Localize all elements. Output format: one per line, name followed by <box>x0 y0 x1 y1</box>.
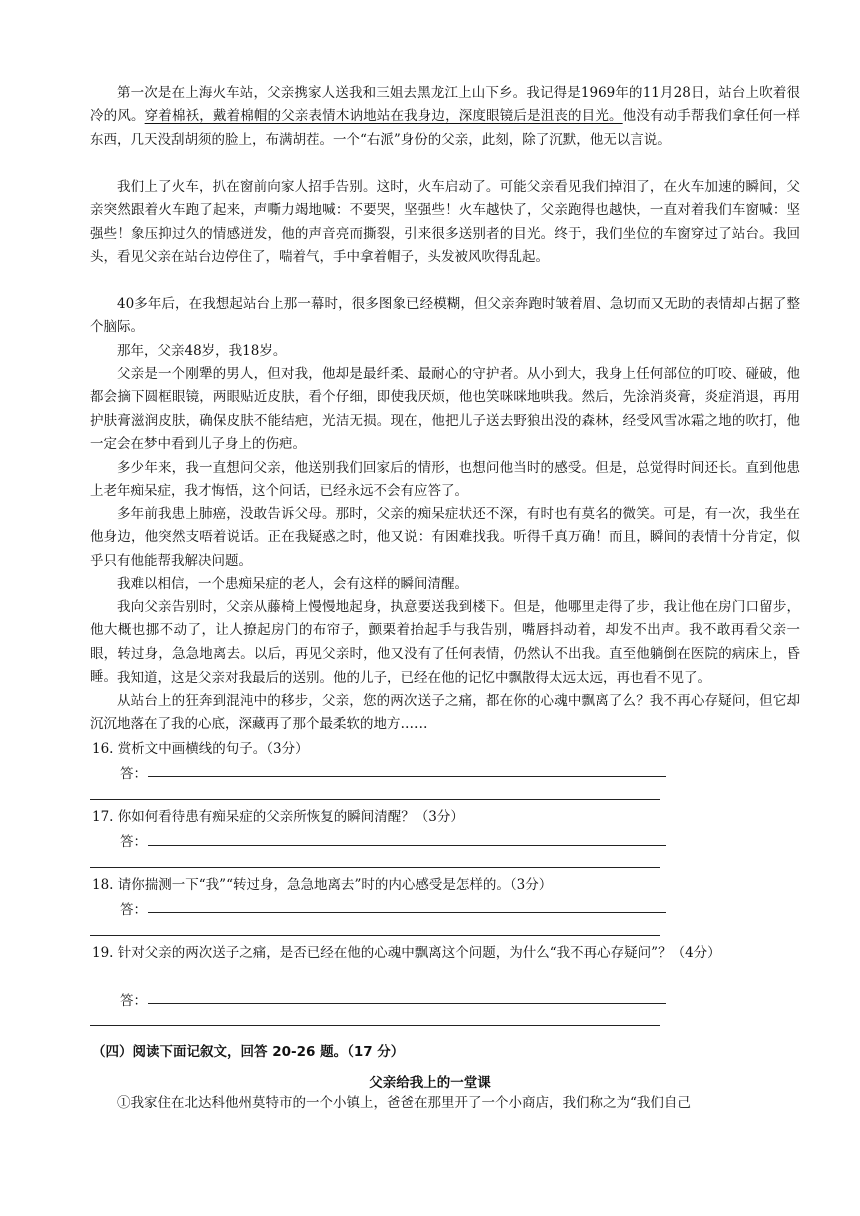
answer-label-17: 答： <box>120 834 147 850</box>
paragraph-6: 多少年来，我一直想问父亲，他送别我们回家后的情形，也想问他当时的感受。但是，总觉得时间还长。直到他患上老年痴呆症，我才悔悟，这个问话，已经永远不会有应答了。 <box>90 460 800 500</box>
answer-label-19: 答： <box>120 993 147 1009</box>
paragraph-8: 我难以相信，一个患痴呆症的老人，会有这样的瞬间清醒。 <box>117 576 468 592</box>
paragraph-1-end: 他没有动手帮我们拿任何一样东西，几天没刮胡须的脸上，布满胡茬。一个“右派”身份的父亲，此刻，除了沉默，他无以言说。 <box>90 108 801 148</box>
question-18: 18. 请你揣测一下“我”“转过身，急急地离去”时的内心感受是怎样的。（3分） <box>92 877 553 893</box>
paragraph-1-start: 第一次是在上海火车站，父亲携家人送我和三姐去黑龙江上山下乡。我记得是1969年的11月28日，站台上吹着很冷的风。 <box>90 85 800 125</box>
answer-line-18a[interactable] <box>148 912 666 913</box>
answer-line-16a[interactable] <box>148 776 666 777</box>
paragraph-10: 我知道，这是父亲对我最后的送别。他的儿子，已经在他的记忆中飘散得太远太远，再也看不见了。 <box>117 670 711 686</box>
answer-label-18: 答： <box>120 902 147 918</box>
question-19: 19. 针对父亲的两次送子之痛，是否已经在他的心魂中飘离这个问题，为什么“我不再心存疑问”？（4分） <box>92 945 721 961</box>
answer-line-19a[interactable] <box>148 1003 666 1004</box>
paragraph-1 <box>90 82 800 152</box>
section-4-heading: （四）阅读下面记叙文，回答 20-26 题。（17 分） <box>92 1044 405 1060</box>
paragraph-3: 40多年后，在我想起站台上那一幕时，很多图象已经模糊，但父亲奔跑时皱着眉、急切而又无助的表情却占据了整个脑际。 <box>90 296 800 336</box>
underlined-sentence: 穿着棉袄，戴着棉帽的父亲表情木讷地站在我身边，深度眼镜后是沮丧的目光。 <box>144 108 623 125</box>
paragraph-7: 多年前我患上肺癌，没敢告诉父母。那时，父亲的痴呆症状还不深，有时也有莫名的微笑。可是，有一次，我坐在他身边，他突然支唔着说话。正在我疑惑之时，他又说：有困难找我。听得千真万确！而且，瞬间的表情十分肯定，似乎只有他能帮我解决问题。 <box>90 506 800 569</box>
question-17: 17. 你如何看待患有痴呆症的父亲所恢复的瞬间清醒？（3分） <box>92 809 464 825</box>
answer-line-17b[interactable] <box>90 867 660 868</box>
answer-line-17a[interactable] <box>148 845 666 846</box>
paragraph-11: 从站台上的狂奔到混沌中的移步，父亲，您的两次送子之痛，都在你的心魂中飘离了么？我不再心存疑问，但它却沉沉地落在了我的心底，深藏再了那个最柔软的地方…… <box>90 693 800 733</box>
answer-line-16b[interactable] <box>90 799 660 800</box>
paragraph-5: 父亲是一个刚犟的男人，但对我，他却是最纤柔、最耐心的守护者。从小到大，我身上任何部位的叮咬、碰破，他都会摘下圆框眼镜，两眼贴近皮肤，看个仔细，即使我厌烦，他也笑咪咪地哄我。然后，先涂消炎膏，炎症消退，再用护肤膏滋润皮肤，确保皮肤不能结疤，光洁无损。现在，他把儿子送去野狼出没的森林，经受风雪冰霜之地的吹打，他一定会在梦中看到儿子身上的伤疤。 <box>90 366 800 453</box>
paragraph-9: 我向父亲告别时，父亲从藤椅上慢慢地起身，执意要送我到楼下。但是，他哪里走得了步，我让他在房门口留步，他大概也挪不动了，让人撩起房门的布帘子，颤栗着抬起手与我告别，嘴唇抖动着，却发不出声。我不敢再看父亲一眼，转过身，急急地离去。以后，再见父亲时，他又没有了任何表情，仍然认不出我。直至他躺倒在医院的病床上，昏睡。 <box>90 599 800 686</box>
paragraph-2: 我们上了火车，扒在窗前向家人招手告别。这时，火车启动了。可能父亲看见我们掉泪了，在火车加速的瞬间，父亲突然跟着火车跑了起来，声嘶力竭地喊：不要哭，坚强些！火车越快了，父亲跑得也越快，一直对着我们车窗喊：坚强些！象压抑过久的情感迸发，他的声音亮而撕裂，引来很多送别者的目光。终于，我们坐位的车窗穿过了站台。我回头，看见父亲在站台边停住了，喘着气，手中拿着帽子，头发被风吹得乱起。 <box>90 179 800 266</box>
answer-label-16: 答： <box>120 766 147 782</box>
question-16: 16. 赏析文中画横线的句子。（3分） <box>92 741 309 757</box>
paragraph-4: 那年，父亲48岁，我18岁。 <box>117 343 287 359</box>
section-4-paragraph-1: ①我家住在北达科他州莫特市的一个小镇上，爸爸在那里开了一个小商店，我们称之为“我们自己 <box>117 1095 691 1111</box>
answer-line-18b[interactable] <box>90 935 660 936</box>
answer-line-19b[interactable] <box>90 1025 660 1026</box>
article-title: 父亲给我上的一堂课 <box>369 1075 491 1091</box>
